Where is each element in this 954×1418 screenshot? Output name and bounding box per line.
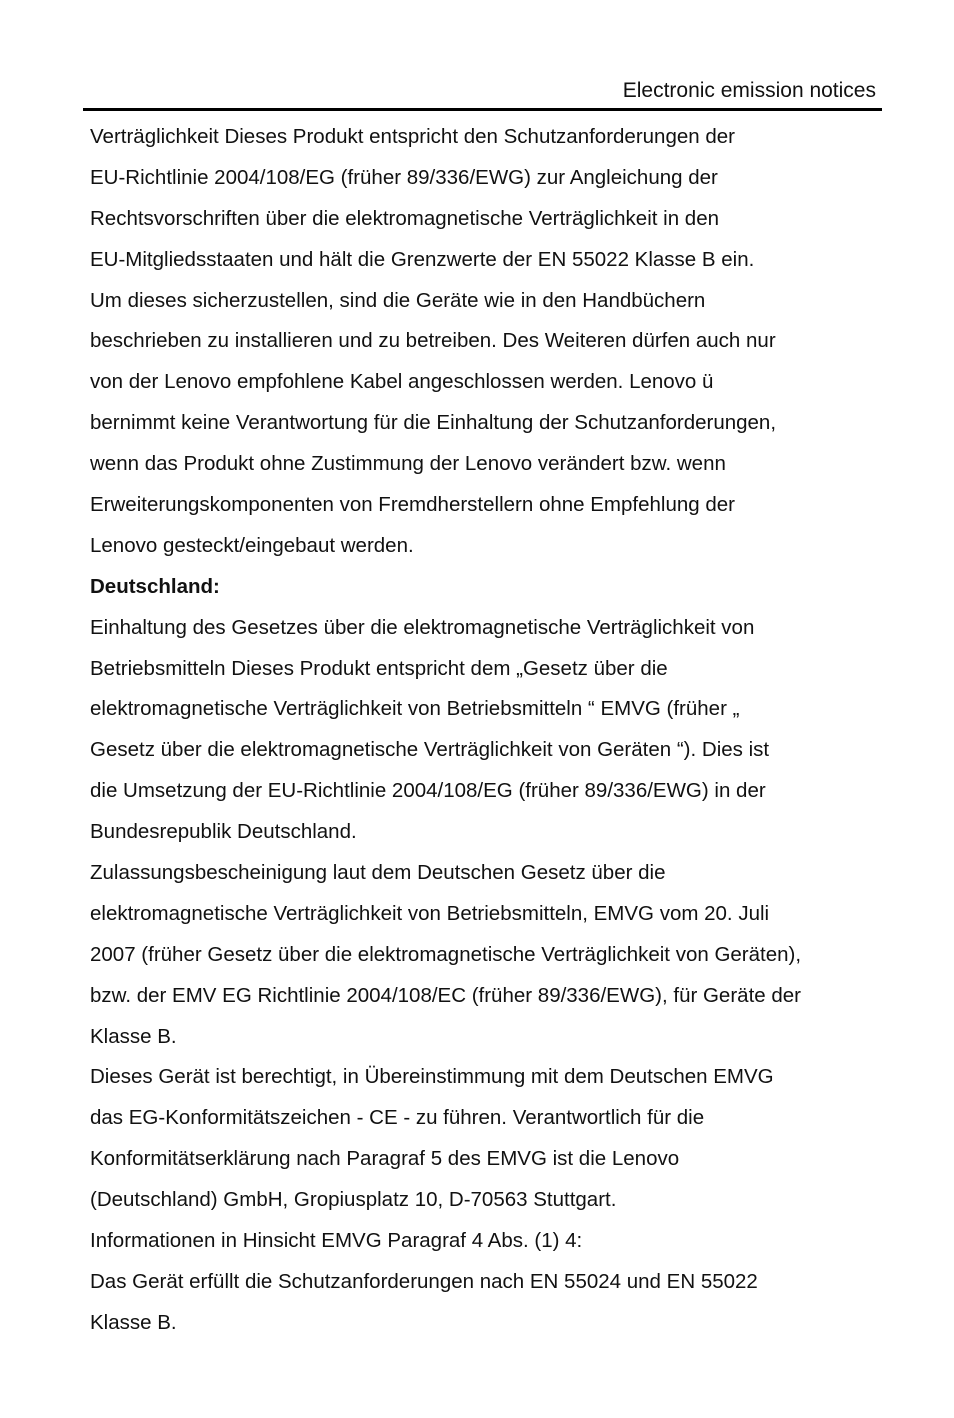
text-line: Klasse B. <box>90 1024 177 1048</box>
text-line: beschrieben zu installieren und zu betreiben. Des Weiteren dürfen auch nur <box>90 329 776 353</box>
text-line: 2007 (früher Gesetz über die elektromagnetische Verträglichkeit von Geräten), <box>90 942 802 966</box>
text-line: elektromagnetische Verträglichkeit von Betriebsmitteln, EMVG vom 20. Juli <box>90 901 770 925</box>
text-line: wenn das Produkt ohne Zustimmung der Lenovo verändert bzw. wenn <box>90 452 726 476</box>
text-line: die Umsetzung der EU-Richtlinie 2004/108/EG (früher 89/336/EWG) in der <box>90 779 766 803</box>
text-line: Zulassungsbescheinigung laut dem Deutschen Gesetz über die <box>90 861 666 885</box>
text-line: Konformitätserklärung nach Paragraf 5 des EMVG ist die Lenovo <box>90 1147 680 1171</box>
text-line: Betriebsmitteln Dieses Produkt entspricht dem „Gesetz über die <box>90 656 668 680</box>
section-heading-deutschland: Deutschland: <box>90 574 220 598</box>
text-line: Das Gerät erfüllt die Schutzanforderungen nach EN 55024 und EN 55022 <box>90 1269 758 1293</box>
text-line: Verträglichkeit Dieses Produkt entspricht den Schutzanforderungen der <box>90 125 735 148</box>
text-line: Lenovo gesteckt/eingebaut werden. <box>90 533 414 557</box>
text-line: EU-Richtlinie 2004/108/EG (früher 89/336/EWG) zur Angleichung der <box>90 165 718 189</box>
text-line: bzw. der EMV EG Richtlinie 2004/108/EC (früher 89/336/EWG), für Geräte der <box>90 983 801 1007</box>
text-line: (Deutschland) GmbH, Gropiusplatz 10, D-70563 Stuttgart. <box>90 1188 617 1212</box>
text-line: Bundesrepublik Deutschland. <box>90 820 357 844</box>
text-line: EU-Mitgliedsstaaten und hält die Grenzwerte der EN 55022 Klasse B ein. <box>90 247 755 271</box>
text-line: Gesetz über die elektromagnetische Verträglichkeit von Geräten “). Dies ist <box>90 738 770 762</box>
text-line: elektromagnetische Verträglichkeit von Betriebsmitteln “ EMVG (früher „ <box>90 697 740 721</box>
text-line: von der Lenovo empfohlene Kabel angeschlossen werden. Lenovo ü <box>90 370 714 394</box>
text-line: Um dieses sicherzustellen, sind die Geräte wie in den Handbüchern <box>90 288 706 312</box>
text-line: Erweiterungskomponenten von Fremdherstellern ohne Empfehlung der <box>90 493 735 517</box>
text-line: Dieses Gerät ist berechtigt, in Übereinstimmung mit dem Deutschen EMVG <box>90 1065 774 1089</box>
text-line: Informationen in Hinsicht EMVG Paragraf 4 Abs. (1) 4: <box>90 1229 583 1253</box>
text-line: das EG-Konformitätszeichen - CE - zu führen. Verantwortlich für die <box>90 1106 705 1130</box>
text-line: bernimmt keine Verantwortung für die Einhaltung der Schutzanforderungen, <box>90 411 777 435</box>
text-line: Rechtsvorschriften über die elektromagnetische Verträglichkeit in den <box>90 206 719 230</box>
document-body <box>90 117 890 1344</box>
page-header: Electronic emission notices <box>622 79 876 102</box>
header-rule <box>83 108 882 111</box>
text-line: Klasse B. <box>90 1310 177 1334</box>
text-line: Einhaltung des Gesetzes über die elektromagnetische Verträglichkeit von <box>90 615 755 639</box>
